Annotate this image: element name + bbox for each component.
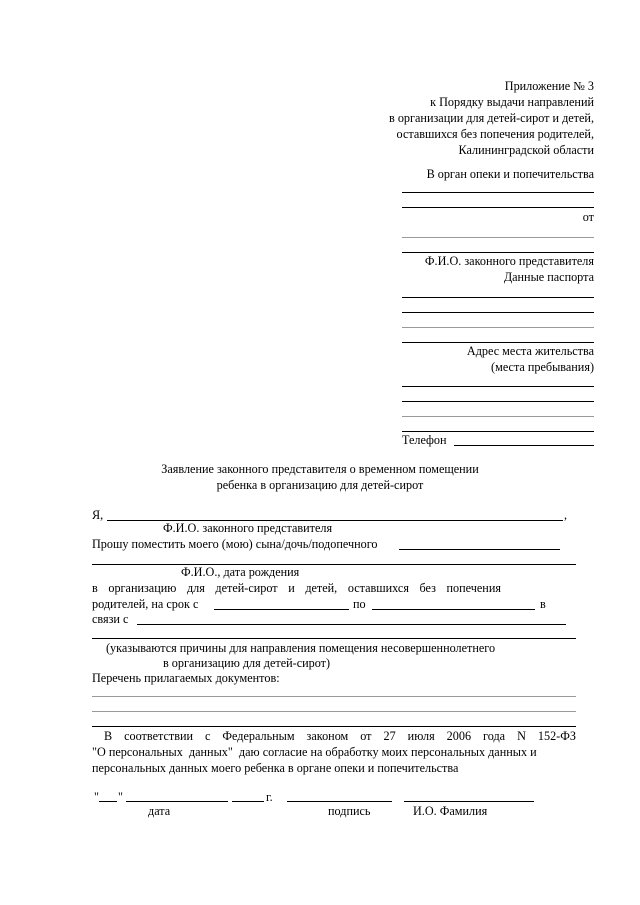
consent-word-4: Федеральным [222, 729, 295, 743]
child-inline-line[interactable] [399, 549, 560, 550]
quote-open: " [94, 790, 99, 804]
request-label: Прошу поместить моего (мою) сына/дочь/подопечного [92, 537, 378, 551]
consent-word-9: 2006 [446, 729, 472, 743]
year-line[interactable] [232, 801, 264, 802]
appendix-number: Приложение № 3 [504, 79, 594, 93]
reason-prefix: связи с [92, 612, 129, 626]
term-in-label: в [540, 597, 546, 611]
consent-word-6: от [360, 729, 372, 743]
term-to-line[interactable] [372, 609, 535, 610]
appendix-line-5: Калининградской области [458, 143, 594, 157]
day-line[interactable] [99, 801, 117, 802]
consent-word-10: года [483, 729, 506, 743]
documents-line-1[interactable] [92, 696, 576, 697]
org-word-4: детей-сирот [215, 581, 278, 595]
month-line[interactable] [126, 801, 228, 802]
phone-label: Телефон [402, 433, 447, 447]
reason-full-line[interactable] [92, 638, 576, 639]
org-word-9: попечения [446, 581, 501, 595]
reason-caption-2: в организацию для детей-сирот) [163, 656, 331, 670]
address-line-4[interactable] [402, 431, 594, 432]
passport-label: Данные паспорта [503, 270, 594, 284]
consent-line-3: персональных данных моего ребенка в органе опеки и попечительства [92, 761, 459, 775]
passport-line-4[interactable] [402, 342, 594, 343]
consent-line-2: "О персональных данных" даю согласие на обработку моих персональных данных и [92, 745, 537, 759]
from-label: от [582, 210, 594, 224]
address-line-3[interactable] [402, 416, 594, 417]
address-line-1[interactable] [402, 386, 594, 387]
name-caption: И.О. Фамилия [413, 804, 488, 818]
appendix-line-2: к Порядку выдачи направлений [430, 95, 594, 109]
rep-name-label: Ф.И.О. законного представителя [424, 254, 594, 268]
appendix-line-3: в организации для детей-сирот и детей, [389, 111, 594, 125]
org-word-3: для [186, 581, 205, 595]
full-name-line[interactable] [404, 801, 534, 802]
term-to-label: по [353, 597, 366, 611]
guardianship-line-1[interactable] [402, 192, 594, 193]
child-full-line[interactable] [92, 564, 576, 565]
appendix-line-4: оставшихся без попечения родителей, [396, 127, 594, 141]
passport-line-1[interactable] [402, 297, 594, 298]
quote-close: " [118, 790, 123, 804]
sign-caption: подпись [328, 804, 371, 818]
title-line-2: ребенка в организацию для детей-сирот [216, 478, 424, 492]
consent-word-7: 27 [383, 729, 396, 743]
term-from-line[interactable] [214, 609, 349, 610]
rep-name-caption: Ф.И.О. законного представителя [163, 521, 333, 535]
signature-line[interactable] [287, 801, 392, 802]
reason-inline-line[interactable] [137, 624, 566, 625]
i-label: Я, [92, 508, 104, 522]
from-line-1[interactable] [402, 237, 594, 238]
consent-word-8: июля [407, 729, 435, 743]
phone-line[interactable] [454, 445, 594, 446]
address-label: Адрес места жительства [466, 344, 594, 358]
passport-line-3[interactable] [402, 327, 594, 328]
i-comma: , [564, 508, 568, 522]
org-line [92, 581, 501, 596]
org-word-5: и [288, 581, 295, 595]
address-line-2[interactable] [402, 401, 594, 402]
consent-line-1 [104, 729, 576, 744]
year-suffix: г. [266, 790, 273, 804]
address-sub-label: (места пребывания) [491, 360, 594, 374]
consent-word-3: с [204, 729, 211, 743]
consent-word-12: 152-ФЗ [537, 729, 576, 743]
org-word-8: без [419, 581, 436, 595]
child-caption: Ф.И.О., дата рождения [181, 565, 300, 579]
consent-word-2: соответствии [124, 729, 193, 743]
documents-line-3[interactable] [92, 726, 576, 727]
consent-word-11: N [517, 729, 526, 743]
to-guardianship-label: В орган опеки и попечительства [426, 167, 594, 181]
guardianship-line-2[interactable] [402, 207, 594, 208]
title-line-1: Заявление законного представителя о временном помещении [161, 462, 479, 476]
org-word-1: в [92, 581, 98, 595]
documents-line-2[interactable] [92, 711, 576, 712]
from-line-2[interactable] [402, 252, 594, 253]
org-word-2: организацию [108, 581, 177, 595]
consent-word-5: законом [306, 729, 349, 743]
consent-word-1: В [104, 729, 113, 743]
documents-label: Перечень прилагаемых документов: [92, 671, 280, 685]
date-caption: дата [148, 804, 171, 818]
passport-line-2[interactable] [402, 312, 594, 313]
org-word-7: оставшихся [347, 581, 409, 595]
reason-caption-1: (указываются причины для направления помещения несовершеннолетнего [106, 641, 496, 655]
org-word-6: детей, [305, 581, 338, 595]
term-prefix: родителей, на срок с [92, 597, 199, 611]
